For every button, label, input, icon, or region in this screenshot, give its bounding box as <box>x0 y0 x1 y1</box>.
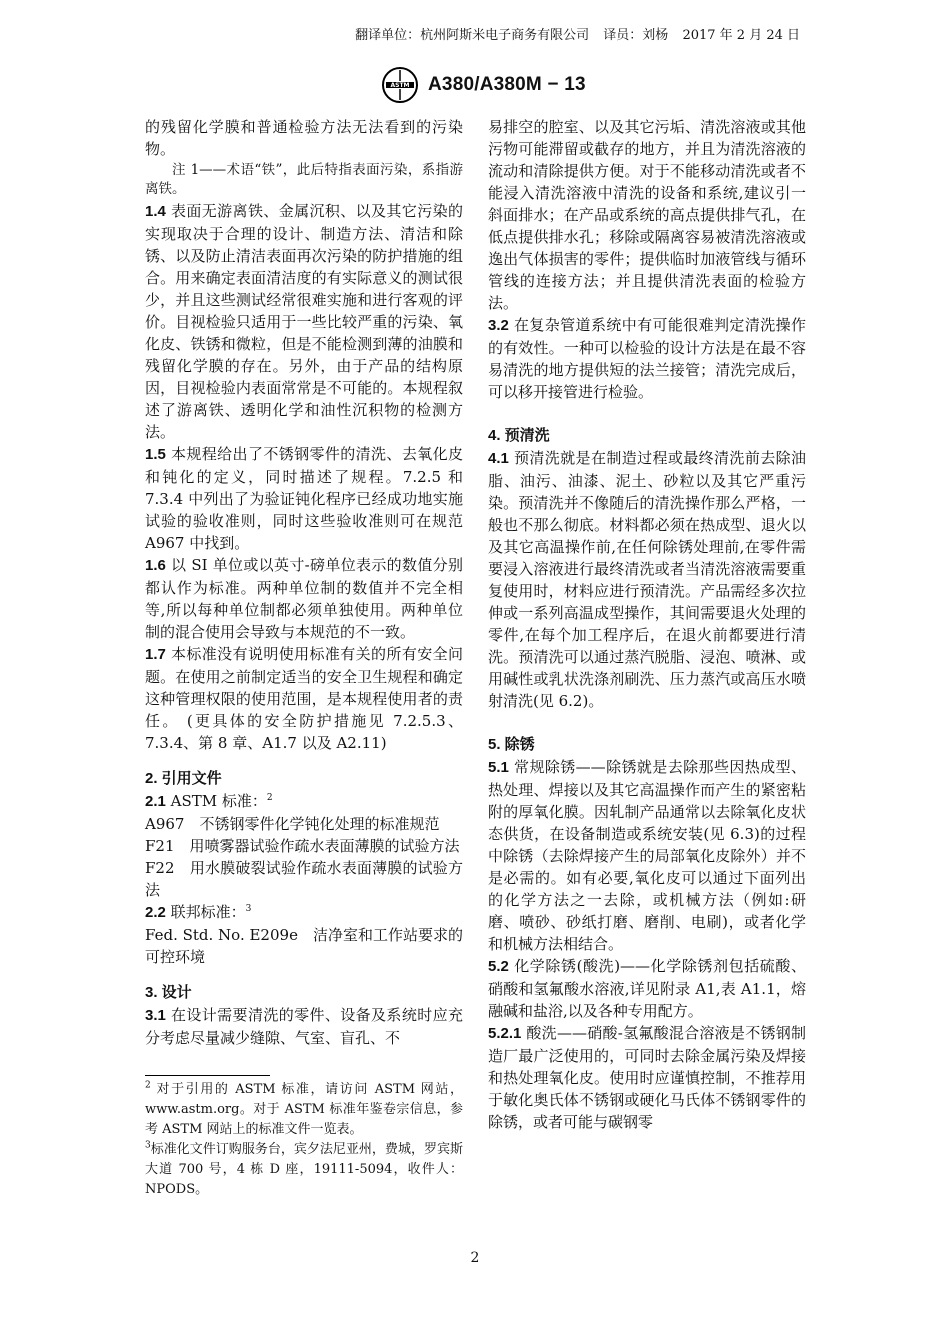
heading-precleaning: 4. 预清洗 <box>488 427 550 444</box>
section-1-4: 1.4 表面无游离铁、金属沉积、以及其它污染的实现取决于合理的设计、制造方法、清洁和除锈、以及防止清洁表面再次污染的防护措施的组合。用来确定表面清洁度的有实际意义的测试很少，并且这些测试经常很难实施和进行客观的评价。目视检验只适用于一些比较严重的污染、氧化皮、铁锈和微粒，但是不能检测到薄的油膜和残留化学膜的存在。另外，由于产品的结构原因，目视检验内表面常常是不可能的。本规程叙述了游离铁、透明化学和油性沉积物的检测方法。 <box>145 202 463 441</box>
right-column <box>488 116 806 1133</box>
page-number: 2 <box>470 1250 480 1266</box>
footnotes <box>145 1080 463 1200</box>
section-1-5: 1.5 本规程给出了不锈钢零件的清洗、去氧化皮和钝化的定义，同时描述了规程。7.2.5 和 7.3.4 中列出了为验证钝化程序已经成功地实施试验的验收准则，同时这些验收准则可在规范 A967 中找到。 <box>145 445 463 552</box>
footnote-divider <box>145 1075 270 1076</box>
translator-unit: 翻译单位：杭州阿斯米电子商务有限公司 <box>355 28 590 43</box>
footnote-2: $^2$ 对于引用的 ASTM 标准，请访问 ASTM 网站，www.astm.org。对于 ASTM 标准年鉴卷宗信息，参考 ASTM 网站上的标准文件一览表。 <box>145 1080 463 1137</box>
section-5-2-1: 5.2.1 酸洗——硝酸-氢氟酸混合溶液是不锈钢制造厂最广泛使用的，可同时去除金属污染及焊接和热处理氧化皮。使用时应谨慎控制，不推荐用于敏化奥氏体不锈钢或硬化马氏体不锈钢零件的除锈，或者可能与碳钢零 <box>488 1024 806 1131</box>
section-4-1: 4.1 预清洗就是在制造过程或最终清洗前去除油脂、油污、油漆、泥土、砂粒以及其它严重污染。预清洗并不像随后的清洗操作那么严格，一般也不那么彻底。材料都必须在热成型、退火以及其它高温操作前,在任何除锈处理前,在零件需要浸入溶液进行最终清洗或者当清洗溶液需要重复使用时，材料应进行预清洗。产品需经多次拉伸或一系列高温成型操作，其间需要退火处理的零件,在每个加工程序后，在退火前都要进行清洗。预清洗可以通过蒸汽脱脂、浸泡、喷淋、或用碱性或乳状洗涤剂刷洗、压力蒸汽或高压水喷射清洗(见 6.2)。 <box>488 449 806 710</box>
section-1-6: 1.6 以 SI 单位或以英寸-磅单位表示的数值分别都认作为标准。两种单位制的数值并不完全相等,所以每种单位制都必须单独使用。两种单位制的混合使用会导致与本规范的不一致。 <box>145 556 463 641</box>
ref-a967: A967 不锈钢零件化学钝化处理的标准规范 <box>145 815 440 833</box>
ref-f21: F21 用喷雾器试验作疏水表面薄膜的试验方法 <box>145 837 460 855</box>
section-2-2: 2.2 联邦标准：$^3$ <box>145 903 252 921</box>
ref-f22: F22 用水膜破裂试验作疏水表面薄膜的试验方法 <box>145 859 463 899</box>
section-3-1: 3.1 在设计需要清洗的零件、设备及系统时应充分考虑尽量减少缝隙、气室、盲孔、不 <box>145 1006 463 1047</box>
footnote-3: $^3$标准化文件订购服务台，宾夕法尼亚州，费城，罗宾斯大道 700 号，4 栋 D 座，19111-5094，收件人：NPODS。 <box>145 1140 463 1197</box>
heading-referenced-documents: 2. 引用文件 <box>145 770 222 787</box>
continued-text: 的残留化学膜和普通检验方法无法看到的污染物。 <box>145 118 463 158</box>
doc-code: A380/A380M − 13 <box>428 74 586 95</box>
svg-text:ASTM: ASTM <box>390 82 410 90</box>
section-1-7: 1.7 本标准没有说明使用标准有关的所有安全问题。在使用之前制定适当的安全卫生规程和确定这种管理权限的使用范围，是本规程使用者的责任。 (更具体的安全防护措施见 7.2.5.3、7.3.4、第 8 章、A1.7 以及 A2.11) <box>145 645 463 752</box>
heading-design: 3. 设计 <box>145 984 192 1001</box>
continued-text-right: 易排空的腔室、以及其它污垢、清洗溶液或其他污物可能滞留或截存的地方，并且为清洗溶液的流动和清除提供方便。对于不能移动清洗或者不能浸入清洗溶液中清洗的设备和系统,建议引一斜面排水；在产品或系统的高点提供排气孔，在低点提供排水孔；移除或隔离容易被清洗溶液或逸出气体损害的零件；提供临时加液管线与循环管线的连接方法；并且提供清洗表面的检验方法。 <box>488 118 806 312</box>
translator-name: 译员：刘杨 <box>603 28 669 43</box>
running-header <box>345 24 800 43</box>
document-title-row <box>380 66 586 104</box>
translation-date: 2017 年 2 月 24 日 <box>682 28 800 43</box>
section-2-1: 2.1 ASTM 标准：$^2$ <box>145 792 273 810</box>
section-5-2: 5.2 化学除锈(酸洗)——化学除锈剂包括硫酸、硝酸和氢氟酸水溶液,详见附录 A1,表 A1.1，熔融碱和盐浴,以及各种专用配方。 <box>488 957 806 1020</box>
heading-descaling: 5. 除锈 <box>488 736 535 753</box>
left-column <box>145 116 463 1200</box>
ref-fed-std: Fed. Std. No. E209e 洁净室和工作站要求的可控环境 <box>145 926 463 966</box>
section-5-1: 5.1 常规除锈——除锈就是去除那些因热成型、热处理、焊接以及其它高温操作而产生的紧密粘附的厚氧化膜。因轧制产品通常以去除氧化皮状态供货，在设备制造或系统安装(见 6.3)的过程中除锈（去除焊接产生的局部氧化皮除外）并不是必需的。如有必要,氧化皮可以通过下面列出的化学方法之一去除，或机械方法（例如:研磨、喷砂、砂纸打磨、磨削、电刷)，或者化学和机械方法相结合。 <box>488 758 806 953</box>
astm-logo-icon <box>380 66 420 104</box>
note-1: 注 1——术语“铁”，此后特指表面污染，系指游离铁。 <box>145 162 463 197</box>
section-3-2: 3.2 在复杂管道系统中有可能很难判定清洗操作的有效性。一种可以检验的设计方法是在最不容易清洗的地方提供短的法兰接管；清洗完成后，可以移开接管进行检验。 <box>488 316 806 401</box>
